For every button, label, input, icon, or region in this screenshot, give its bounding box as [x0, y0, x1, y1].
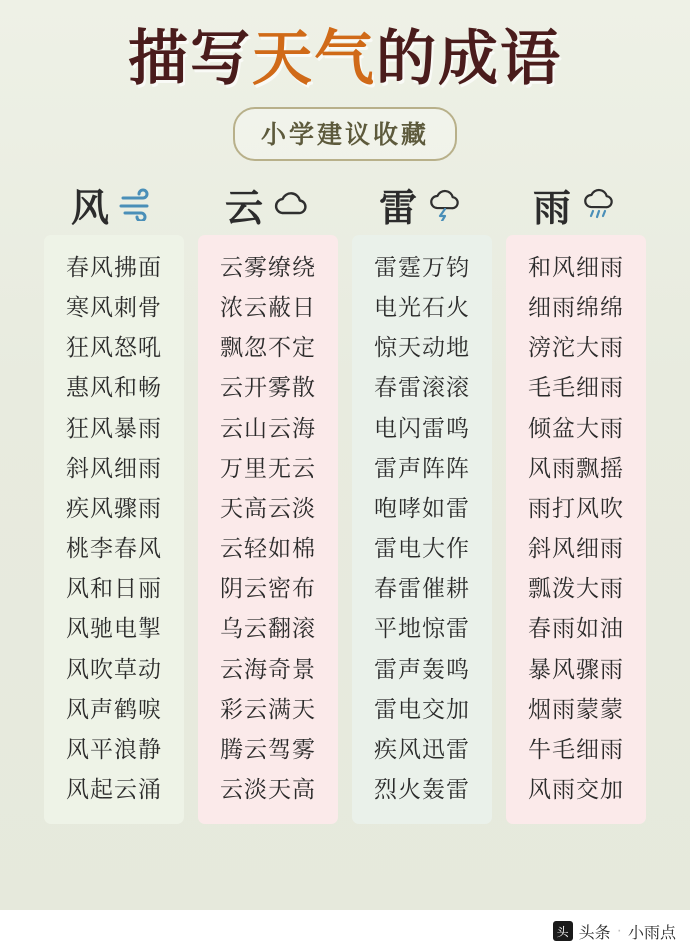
- title-part-1: 描写: [128, 26, 252, 92]
- list-item: 风雨飘摇: [528, 455, 624, 481]
- list-item: 电光石火: [374, 294, 470, 320]
- footer-attribution: [553, 920, 676, 943]
- thunder-cloud-icon: [425, 187, 465, 221]
- footer-author-label: 小雨点: [627, 924, 676, 942]
- list-item: 平地惊雷: [374, 616, 470, 642]
- list-item: 雷电大作: [374, 536, 470, 562]
- list-item: 斜风细雨: [66, 455, 162, 481]
- rain-cloud-icon: [579, 187, 619, 221]
- list-item: 春雷滚滚: [374, 375, 470, 401]
- column-rain: [506, 181, 646, 824]
- column-heading-wind: [70, 181, 157, 230]
- title-part-2: 天气: [252, 26, 376, 92]
- page-title: [0, 26, 690, 93]
- list-item: 瓢泼大雨: [528, 576, 624, 602]
- column-thunder: [352, 181, 492, 824]
- column-heading-rain: [532, 181, 619, 230]
- list-item: 倾盆大雨: [528, 415, 624, 441]
- footer-separator: ·: [616, 922, 622, 939]
- footer-bar: [0, 910, 690, 952]
- cloud-icon: [271, 187, 311, 221]
- list-item: 风吹草动: [66, 656, 162, 682]
- list-item: 牛毛细雨: [528, 737, 624, 763]
- list-item: 桃李春风: [66, 536, 162, 562]
- list-item: 浓云蔽日: [220, 294, 316, 320]
- list-item: 狂风暴雨: [66, 415, 162, 441]
- title-part-3: 的成语: [376, 26, 562, 92]
- list-item: 腾云驾雾: [220, 737, 316, 763]
- list-item: 烈火轰雷: [374, 777, 470, 803]
- list-item: 彩云满天: [220, 696, 316, 722]
- list-item: 风声鹤唳: [66, 696, 162, 722]
- list-item: 细雨绵绵: [528, 294, 624, 320]
- list-item: 春雨如油: [528, 616, 624, 642]
- column-cloud: [198, 181, 338, 824]
- wind-icon: [117, 187, 157, 221]
- list-item: 狂风怒吼: [66, 335, 162, 361]
- list-item: 春风拂面: [66, 254, 162, 280]
- list-item: 天高云淡: [220, 495, 316, 521]
- list-item: 云淡天高: [220, 777, 316, 803]
- list-item: 暴风骤雨: [528, 656, 624, 682]
- list-item: 风驰电掣: [66, 616, 162, 642]
- list-item: 和风细雨: [528, 254, 624, 280]
- list-item: 咆哮如雷: [374, 495, 470, 521]
- column-heading-cloud: [224, 181, 311, 230]
- idiom-list-rain: [506, 235, 646, 824]
- column-wind: [44, 181, 184, 824]
- list-item: 寒风刺骨: [66, 294, 162, 320]
- list-item: 疾风迅雷: [374, 737, 470, 763]
- list-item: 云海奇景: [220, 656, 316, 682]
- list-item: 烟雨蒙蒙: [528, 696, 624, 722]
- subtitle-badge: 小学建议收藏: [233, 107, 457, 161]
- list-item: 风起云涌: [66, 777, 162, 803]
- list-item: 云雾缭绕: [220, 254, 316, 280]
- list-item: 雷电交加: [374, 696, 470, 722]
- list-item: 电闪雷鸣: [374, 415, 470, 441]
- list-item: 斜风细雨: [528, 536, 624, 562]
- list-item: 雨打风吹: [528, 495, 624, 521]
- idiom-list-thunder: [352, 235, 492, 824]
- list-item: 云山云海: [220, 415, 316, 441]
- list-item: 雷声轰鸣: [374, 656, 470, 682]
- idiom-columns: [0, 181, 690, 824]
- title-block: [0, 0, 690, 93]
- list-item: 雷声阵阵: [374, 455, 470, 481]
- subtitle-block: [0, 107, 690, 161]
- list-item: 阴云密布: [220, 576, 316, 602]
- idiom-list-wind: [44, 235, 184, 824]
- list-item: 春雷催耕: [374, 576, 470, 602]
- list-item: 雷霆万钧: [374, 254, 470, 280]
- list-item: 飘忽不定: [220, 335, 316, 361]
- list-item: 万里无云: [220, 455, 316, 481]
- list-item: 风和日丽: [66, 576, 162, 602]
- list-item: 云开雾散: [220, 375, 316, 401]
- column-title-thunder: 雷: [378, 187, 418, 230]
- list-item: 滂沱大雨: [528, 335, 624, 361]
- list-item: 毛毛细雨: [528, 375, 624, 401]
- toutiao-logo-icon: 头: [553, 921, 573, 941]
- list-item: 风雨交加: [528, 777, 624, 803]
- list-item: 惠风和畅: [66, 375, 162, 401]
- list-item: 惊天动地: [374, 335, 470, 361]
- column-title-rain: 雨: [532, 187, 572, 230]
- list-item: 疾风骤雨: [66, 495, 162, 521]
- column-title-cloud: 云: [224, 187, 264, 230]
- column-heading-thunder: [378, 181, 465, 230]
- column-title-wind: 风: [70, 187, 110, 230]
- footer-brand-label: 头条: [578, 924, 611, 942]
- idiom-list-cloud: [198, 235, 338, 824]
- list-item: 风平浪静: [66, 737, 162, 763]
- list-item: 乌云翻滚: [220, 616, 316, 642]
- list-item: 云轻如棉: [220, 536, 316, 562]
